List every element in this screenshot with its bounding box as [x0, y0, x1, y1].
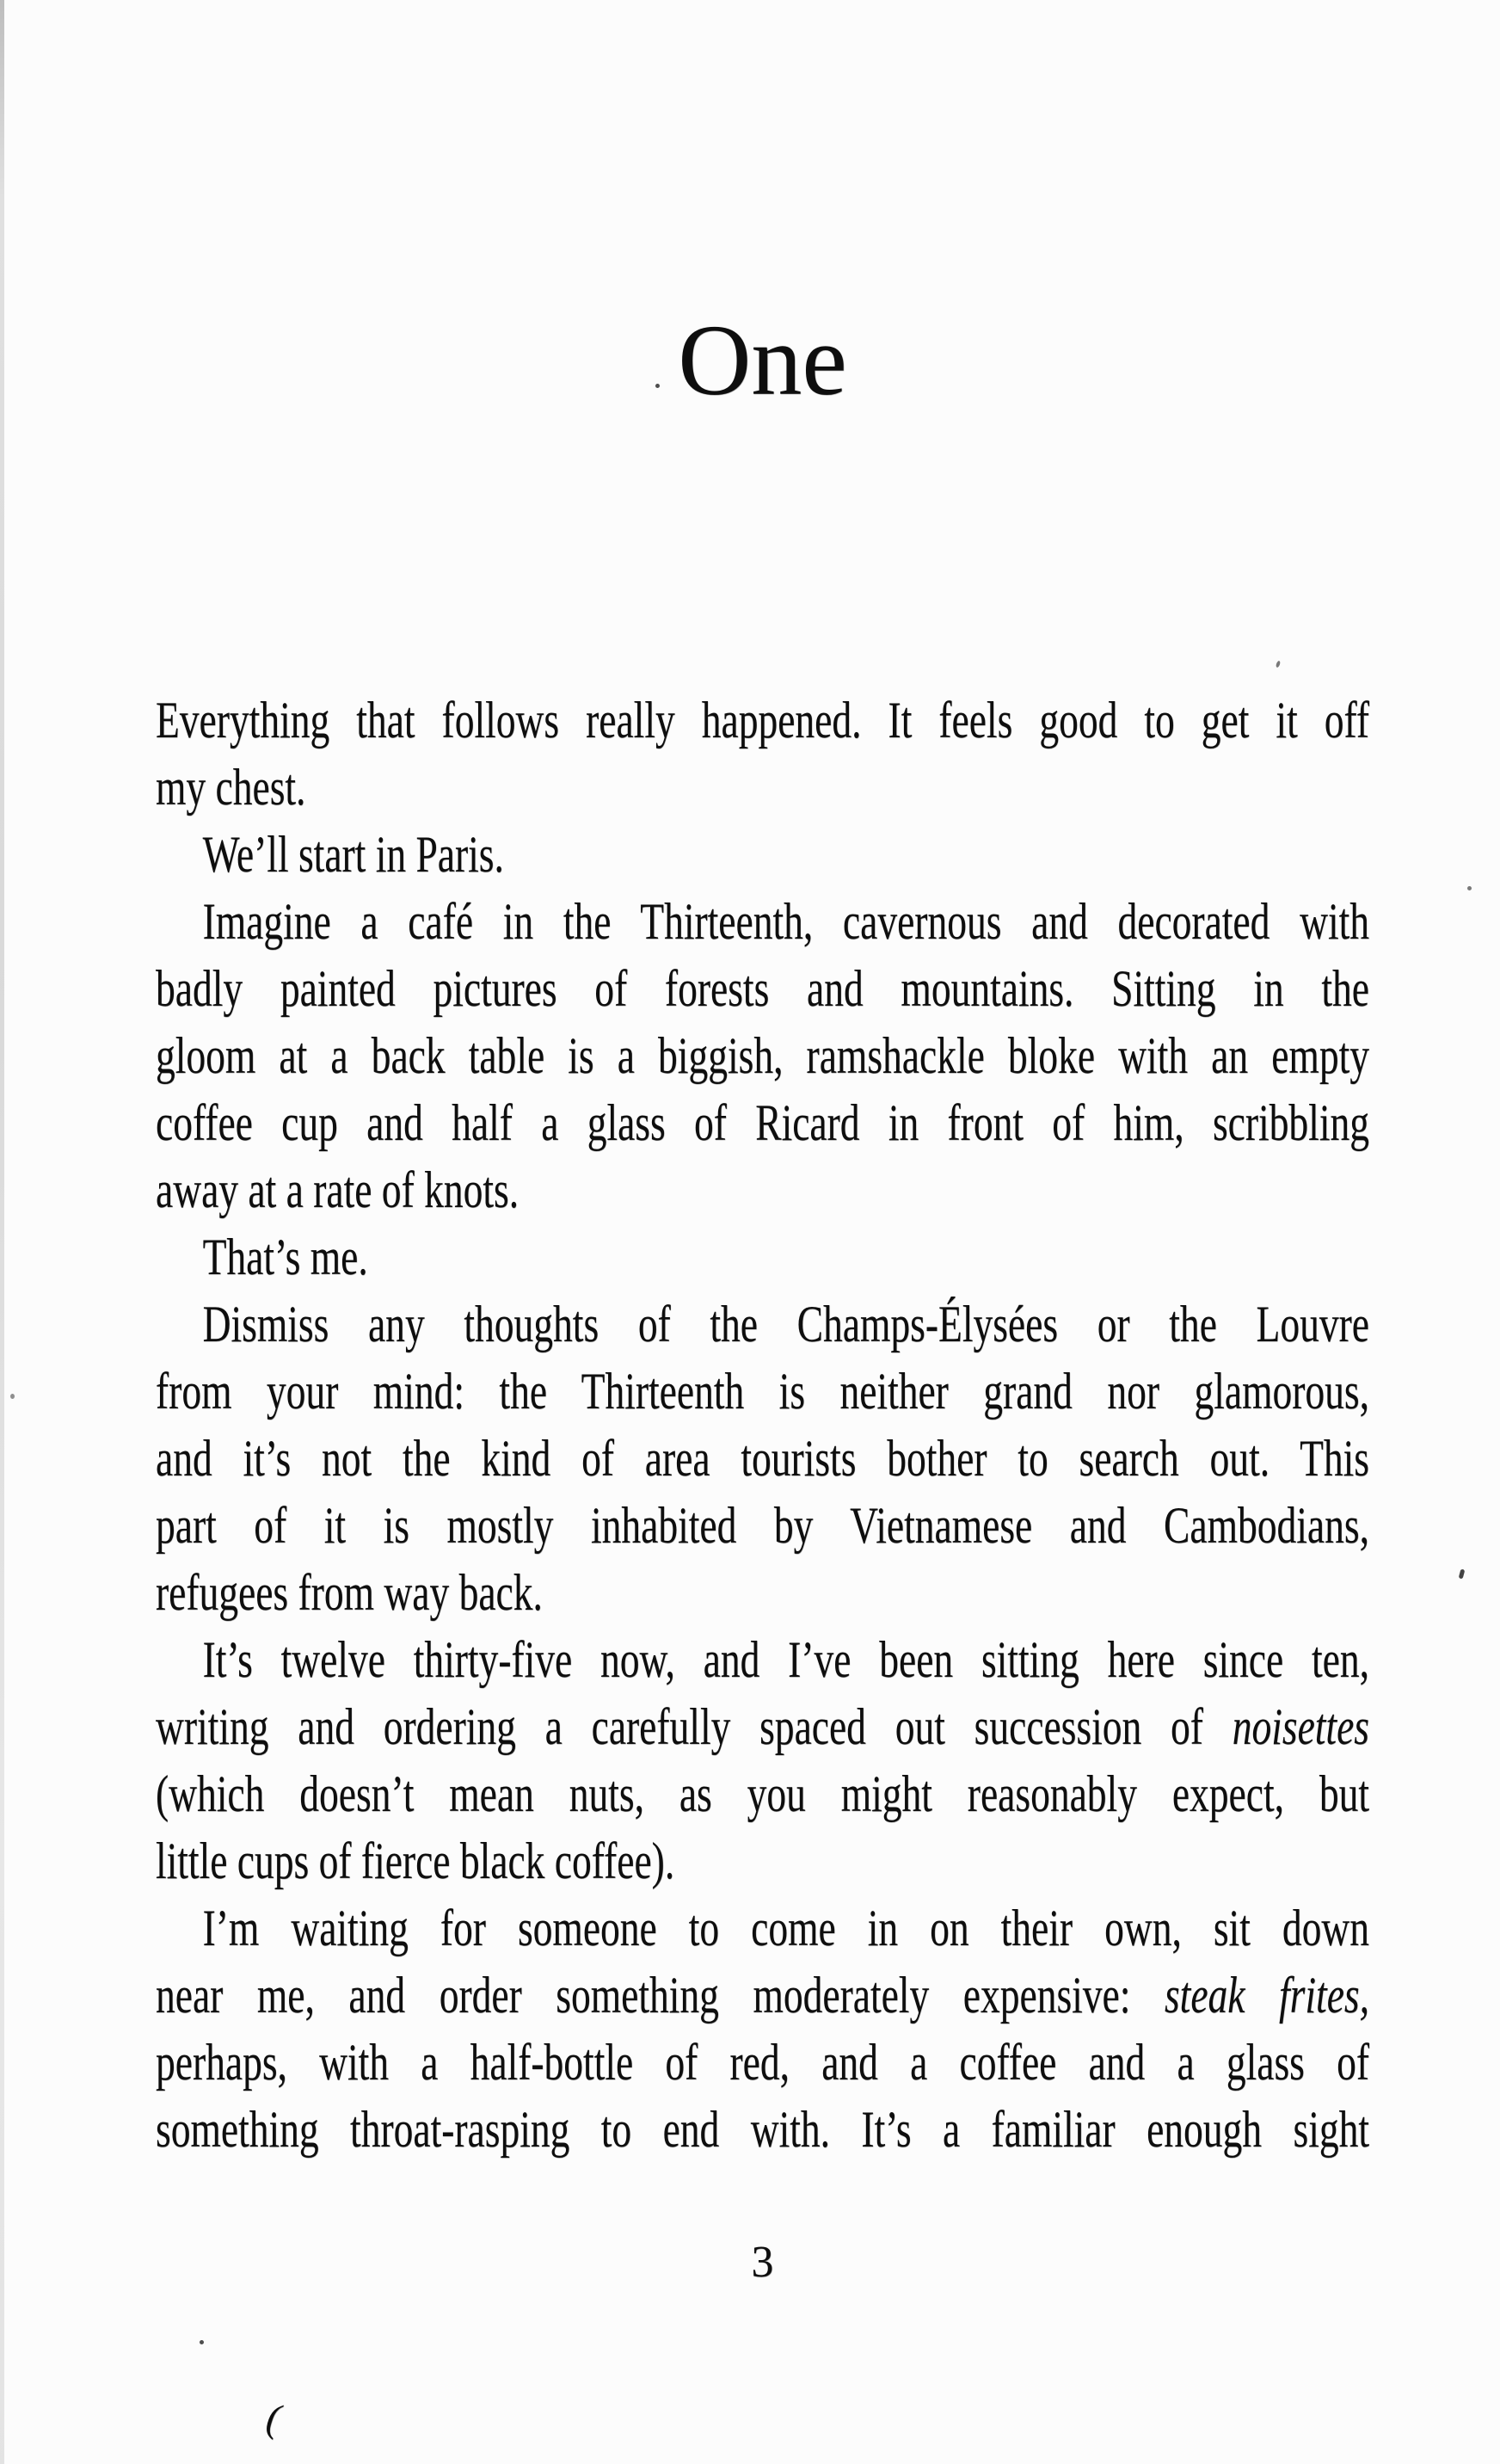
body-text [156, 687, 1369, 2163]
text-line [156, 888, 1369, 955]
italic-text: steak frites, [1164, 1967, 1369, 2024]
scan-speck [1459, 1569, 1466, 1580]
scan-edge-artifact [0, 0, 4, 2464]
text-line [156, 1156, 1369, 1223]
text-segment: near me, and order something moderately expensive: [156, 1967, 1165, 2024]
text-line [156, 1492, 1369, 1559]
text-segment: Everything that follows really happened. It feels good to get it off [156, 692, 1369, 748]
text-line [156, 1693, 1369, 1760]
text-segment: something throat-rasping to end with. It’s a familiar enough sight [156, 2101, 1369, 2158]
text-segment: from your mind: the Thirteenth is neither grand nor glamorous, [156, 1363, 1369, 1420]
text-line [156, 1223, 1369, 1291]
text-segment: writing and ordering a carefully spaced out succession of [156, 1698, 1233, 1755]
text-line [156, 1559, 1369, 1626]
text-segment: refugees from way back. [156, 1564, 543, 1621]
text-line [156, 1760, 1369, 1827]
text-segment: my chest. [156, 759, 306, 816]
italic-text: noisettes [1232, 1698, 1369, 1755]
text-line [156, 1425, 1369, 1492]
text-segment: Dismiss any thoughts of the Champs-Élysées or the Louvre [202, 1296, 1369, 1352]
text-line [156, 754, 1369, 821]
text-segment: (which doesn’t mean nuts, as you might reasonably expect, but [156, 1765, 1369, 1822]
text-segment: It’s twelve thirty-five now, and I’ve been sitting here since ten, [202, 1631, 1369, 1688]
text-segment: Imagine a café in the Thirteenth, cavernous and decorated with [202, 893, 1369, 950]
text-line [156, 1962, 1369, 2029]
text-segment: and it’s not the kind of area tourists bother to search out. This [156, 1430, 1369, 1487]
text-line [156, 1291, 1369, 1358]
text-line [156, 1022, 1369, 1089]
text-segment: perhaps, with a half-bottle of red, and a coffee and a glass of [156, 2034, 1369, 2091]
stray-mark: ( [263, 2395, 283, 2441]
page-number: 3 [751, 2238, 774, 2287]
text-line [156, 1626, 1369, 1693]
scan-speck [200, 2340, 204, 2344]
text-line [156, 1089, 1369, 1156]
scan-speck [10, 1394, 15, 1399]
text-segment: badly painted pictures of forests and mountains. Sitting in the [156, 960, 1369, 1017]
text-line [156, 955, 1369, 1022]
text-segment: gloom at a back table is a biggish, ramshackle bloke with an empty [156, 1027, 1369, 1084]
text-line [156, 1827, 1369, 1894]
text-line [156, 2029, 1369, 2096]
text-line [156, 821, 1369, 888]
text-segment: away at a rate of knots. [156, 1161, 519, 1218]
text-line [156, 2096, 1369, 2163]
text-line [156, 687, 1369, 754]
scan-speck [655, 384, 660, 388]
scan-speck [1276, 661, 1281, 668]
text-line [156, 1358, 1369, 1425]
text-segment: We’ll start in Paris. [202, 826, 504, 883]
text-segment: little cups of fierce black coffee). [156, 1833, 675, 1889]
text-segment: I’m waiting for someone to come in on their own, sit down [202, 1900, 1369, 1956]
text-segment: That’s me. [202, 1229, 368, 1285]
text-line [156, 1894, 1369, 1962]
text-segment: part of it is mostly inhabited by Vietnamese and Cambodians, [156, 1497, 1369, 1554]
text-segment: coffee cup and half a glass of Ricard in front of him, scribbling [156, 1094, 1369, 1151]
scan-speck [1467, 886, 1472, 890]
chapter-title: One [678, 304, 847, 416]
